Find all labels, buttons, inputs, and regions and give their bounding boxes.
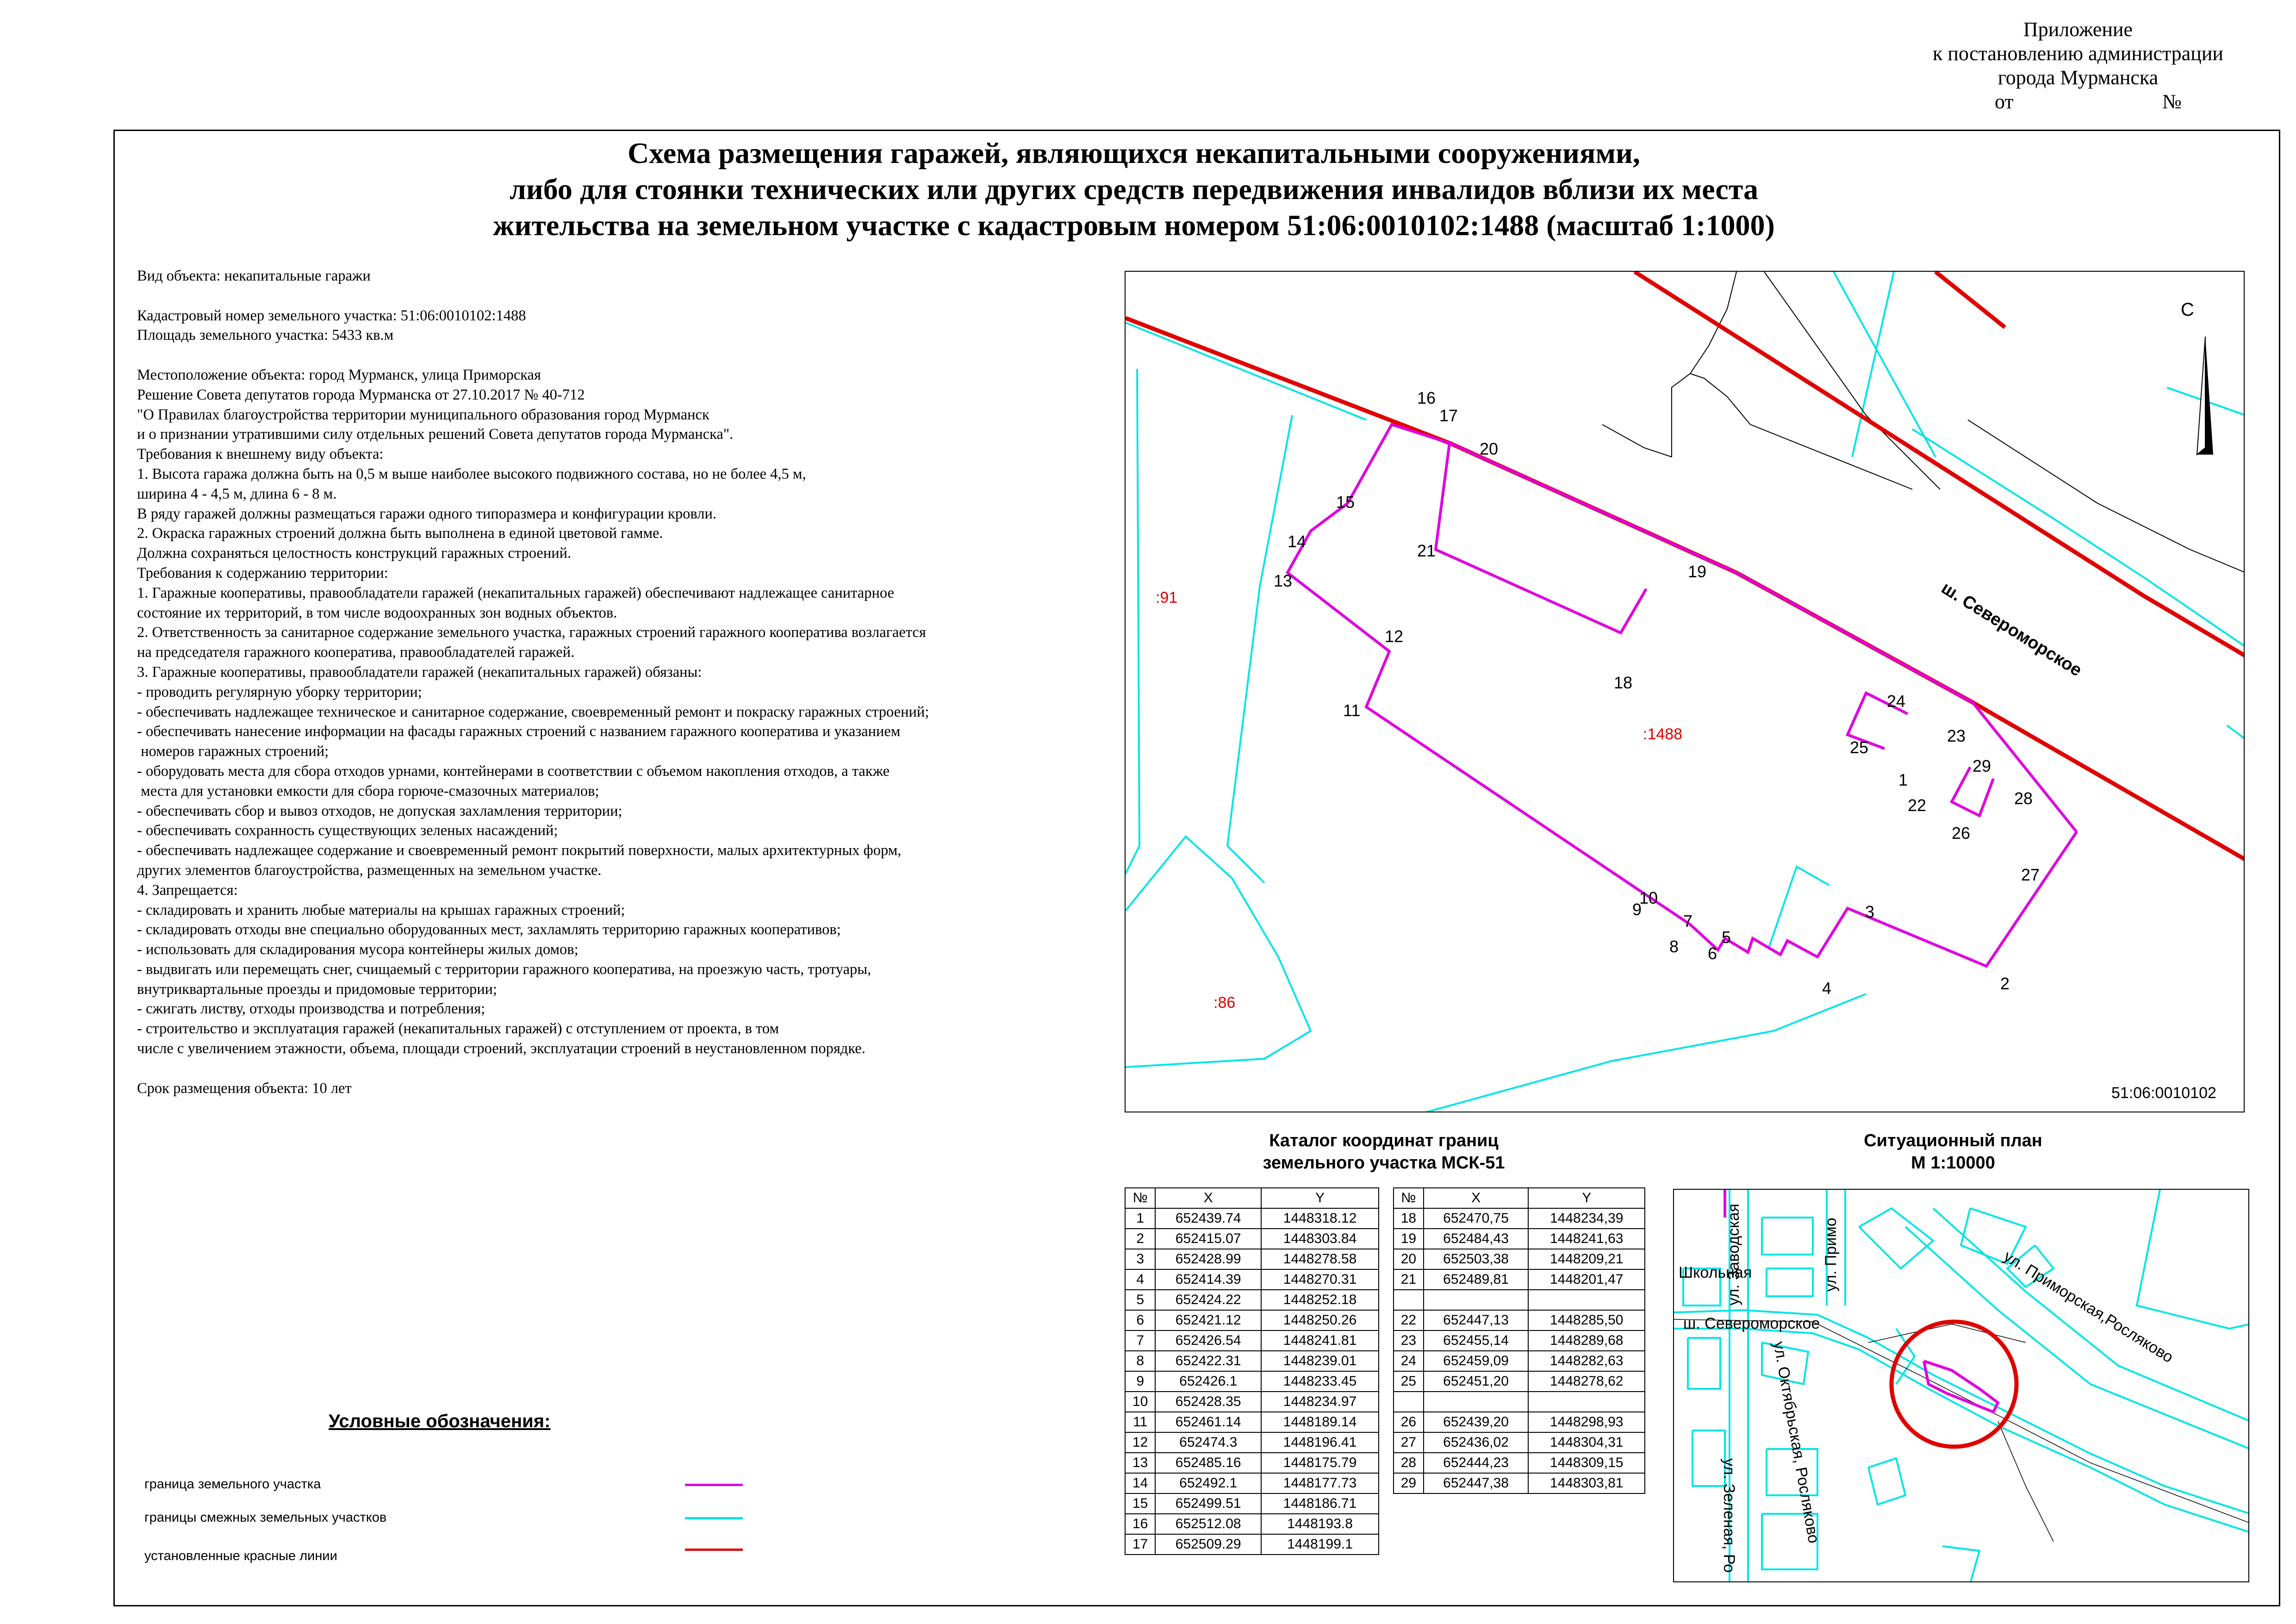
coordinate-table-left-header <box>1125 1188 1379 1208</box>
table-row <box>1394 1453 1645 1473</box>
neighbor-boundary-east-strip-2 <box>2227 725 2245 739</box>
point-label-15: 15 <box>1336 493 1355 512</box>
table-row <box>1394 1249 1645 1269</box>
table-cell: 1448278,62 <box>1528 1371 1645 1392</box>
table-row <box>1125 1392 1379 1412</box>
coordinate-table-left <box>1125 1187 1379 1555</box>
table-cell: 1448193.8 <box>1261 1514 1379 1534</box>
parcel-map-canvas <box>1126 272 2245 1112</box>
description-line: - оборудовать места для сбора отходов урнами, контейнерами в соответствии с объемом накопления отходов, а также <box>137 762 890 780</box>
neighbor-boundary-north-east-2 <box>1852 272 1894 457</box>
description-line: Местоположение объекта: город Мурманск, улица Приморская <box>137 366 541 383</box>
description-line: на председателя гаражного кооператива, правообладателей гаражей. <box>137 644 575 661</box>
situation-plan-title <box>1791 1130 2115 1174</box>
table-cell: 29 <box>1394 1473 1424 1493</box>
neighbor-boundary-86 <box>1126 837 1311 1067</box>
table-cell: 652485.16 <box>1155 1453 1261 1473</box>
sit-black-road-2 <box>1868 1324 2026 1343</box>
parcel-boundary <box>1288 425 2077 966</box>
column-header: Y <box>1261 1188 1379 1208</box>
table-row <box>1394 1229 1645 1249</box>
table-cell: 8 <box>1125 1351 1155 1371</box>
table-cell: 13 <box>1125 1453 1155 1473</box>
point-label-10: 10 <box>1639 888 1658 907</box>
road-edge-south <box>1602 374 1750 457</box>
description-line: - обеспечивать надлежащее содержание и своевременный ремонт покрытий поверхности, малых архитектурных форм, <box>137 842 902 859</box>
table-cell: 4 <box>1125 1269 1155 1290</box>
neighbor-boundary-east-road <box>1912 429 2245 647</box>
table-cell: 1448241,63 <box>1528 1229 1645 1249</box>
table-cell: 1448199.1 <box>1261 1534 1379 1555</box>
title-line-3: жительства на земельном участке с кадастровым номером 51:06:0010102:1488 (масштаб 1:1000) <box>493 209 1775 242</box>
location-marker-circle <box>1892 1322 2016 1447</box>
point-label-8: 8 <box>1669 937 1679 956</box>
table-row <box>1394 1412 1645 1432</box>
description-line: 2. Ответственность за санитарное содержание земельного участка, гаражных строений гаражного кооператива возлагается <box>137 624 926 641</box>
point-label-24: 24 <box>1887 692 1906 711</box>
description-line: места для установки емкости для сбора горюче-смазочных материалов; <box>137 782 599 800</box>
description-line: ширина 4 - 4,5 м, длина 6 - 8 м. <box>137 485 337 502</box>
table-cell <box>1394 1392 1424 1412</box>
table-cell: 1448234.97 <box>1261 1392 1379 1412</box>
sit-label-primo: ул. Примо <box>1822 1218 1840 1292</box>
table-cell: 652474.3 <box>1155 1432 1261 1453</box>
table-cell: 23 <box>1394 1330 1424 1351</box>
legend-label-neighbors: границы смежных земельных участков <box>144 1510 387 1525</box>
description-line <box>137 286 1109 306</box>
column-header: Y <box>1528 1188 1645 1208</box>
table-cell: 652455,14 <box>1424 1330 1529 1351</box>
description-line: В ряду гаражей должны размещаться гаражи одного типоразмера и конфигурации кровли. <box>137 505 716 522</box>
point-label-6: 6 <box>1708 944 1717 963</box>
table-cell: 652509.29 <box>1155 1534 1261 1555</box>
table-cell: 652426.1 <box>1155 1371 1261 1392</box>
table-row <box>1125 1330 1379 1351</box>
table-cell: 24 <box>1394 1351 1424 1371</box>
table-row <box>1394 1371 1645 1392</box>
description-line: Срок размещения объекта: 10 лет <box>137 1080 352 1097</box>
table-cell: 652447,13 <box>1424 1310 1529 1330</box>
parcel-point-labels <box>1274 388 2040 998</box>
table-cell: 17 <box>1125 1534 1155 1555</box>
description-line: Вид объекта: некапитальные гаражи <box>137 268 371 284</box>
table-cell: 7 <box>1125 1330 1155 1351</box>
point-label-18: 18 <box>1614 673 1633 692</box>
table-cell: 2 <box>1125 1229 1155 1249</box>
table-row <box>1125 1351 1379 1371</box>
description-line: - использовать для складирования мусора контейнеры жилых домов; <box>137 941 579 958</box>
red-lines <box>1126 272 2245 860</box>
table-row <box>1125 1534 1379 1555</box>
table-row <box>1394 1290 1645 1310</box>
table-row <box>1125 1229 1379 1249</box>
table-cell: 652436,02 <box>1424 1432 1529 1453</box>
table-cell: 26 <box>1394 1412 1424 1432</box>
point-label-21: 21 <box>1417 541 1436 560</box>
catalog-title <box>1189 1130 1578 1174</box>
table-cell: 20 <box>1394 1249 1424 1269</box>
sit-block-12 <box>2137 1190 2249 1329</box>
table-row <box>1394 1330 1645 1351</box>
sit-label-severomorskoe: ш. Североморское <box>1683 1315 1820 1332</box>
legend-line-red-lines <box>685 1549 743 1551</box>
table-cell: 1448318.12 <box>1261 1208 1379 1229</box>
description-line: Требования к внешнему виду объекта: <box>137 446 384 463</box>
table-cell: 1448303,81 <box>1528 1473 1645 1493</box>
legend-label-parcel: граница земельного участка <box>144 1477 321 1492</box>
point-label-3: 3 <box>1865 902 1875 921</box>
table-cell: 652421.12 <box>1155 1310 1261 1330</box>
north-arrow-half <box>2197 337 2205 455</box>
description-line: 4. Запрещается: <box>137 881 238 899</box>
point-label-14: 14 <box>1288 532 1307 551</box>
table-cell <box>1424 1392 1529 1412</box>
appendix-line-2: к постановлению администрации <box>1933 42 2223 65</box>
point-label-22: 22 <box>1908 796 1927 815</box>
table-row <box>1394 1310 1645 1330</box>
table-cell: 652439.74 <box>1155 1208 1261 1229</box>
table-cell: 652489,81 <box>1424 1269 1529 1290</box>
sit-block-6 <box>1692 1430 1725 1486</box>
point-label-5: 5 <box>1722 928 1731 947</box>
table-row <box>1394 1392 1645 1412</box>
table-cell: 652439,20 <box>1424 1412 1529 1432</box>
description-line: - выдвигать или перемещать снег, счищаемый с территории гаражного кооператива, на проезжую часть, тротуары, <box>137 961 871 978</box>
description-line: состояние их территорий, в том числе водоохранных зон водных объектов. <box>137 604 617 621</box>
table-cell: 9 <box>1125 1371 1155 1392</box>
table-row <box>1125 1412 1379 1432</box>
neighbor-label-86: :86 <box>1213 994 1236 1012</box>
description-line: - обеспечивать нанесение информации на фасады гаражных строений с названием гаражного кооператива и указанием <box>137 723 901 740</box>
column-header: № <box>1125 1188 1155 1208</box>
point-label-9: 9 <box>1632 900 1642 919</box>
table-cell: 652426.54 <box>1155 1330 1261 1351</box>
table-cell: 1448298,93 <box>1528 1412 1645 1432</box>
north-label: С <box>2181 300 2194 320</box>
legend-line-parcel <box>685 1484 743 1486</box>
description-line: числе с увеличением этажности, объема, площади строений, эксплуатации строений в неустановленном порядке. <box>137 1040 865 1057</box>
description-line: 1. Гаражные кооперативы, правообладатели гаражей (некапитальных гаражей) обеспечивают надлежащее санитарное <box>137 584 894 601</box>
table-cell <box>1424 1290 1529 1310</box>
table-cell: 1448241.81 <box>1261 1330 1379 1351</box>
description-line: Должна сохраняться целостность конструкций гаражных строений. <box>137 545 572 562</box>
table-row <box>1125 1473 1379 1493</box>
point-label-28: 28 <box>2014 789 2033 808</box>
table-cell: 3 <box>1125 1249 1155 1269</box>
legend-line-neighbors <box>685 1517 743 1519</box>
appendix-line-1: Приложение <box>2023 18 2133 41</box>
neighbor-boundaries <box>1126 272 2245 1112</box>
table-cell: 652451,20 <box>1424 1371 1529 1392</box>
appendix-line-3: города Мурманска <box>1997 66 2159 89</box>
table-cell: 652512.08 <box>1155 1514 1261 1534</box>
table-cell: 1448209,21 <box>1528 1249 1645 1269</box>
description-line: и о признании утратившими силу отдельных решений Совета депутатов города Мурманска". <box>137 426 734 443</box>
description-line: - сжигать листву, отходы производства и потребления; <box>137 1000 485 1018</box>
parcel-outline <box>1288 425 2077 966</box>
table-cell: 1448175.79 <box>1261 1453 1379 1473</box>
point-label-17: 17 <box>1439 406 1458 425</box>
table-cell: 652459,09 <box>1424 1351 1529 1371</box>
description-line: 2. Окраска гаражных строений должна быть выполнена в единой цветовой гамме. <box>137 525 663 542</box>
description-line <box>137 1059 1109 1079</box>
sit-block-14 <box>1942 1546 1979 1582</box>
description-line: "О Правилах благоустройства территории муниципального образования город Мурманск <box>137 406 709 423</box>
table-cell <box>1394 1290 1424 1310</box>
description-line: - обеспечивать сохранность существующих зеленых насаждений; <box>137 822 558 839</box>
description-line: Требования к содержанию территории: <box>137 564 388 581</box>
sit-label-oktyabrskaya: ул. Октябрьская, Росляково <box>1770 1340 1823 1545</box>
catalog-title-line-2: земельного участка МСК-51 <box>1263 1153 1505 1173</box>
red-line-north <box>1635 272 2245 656</box>
sit-label-primorskaya: ул. Приморская,Росляково <box>2000 1247 2177 1367</box>
situation-cyan-boundaries <box>1674 1190 2249 1582</box>
description-line: - строительство и эксплуатация гаражей (некапитальных гаражей) с отступлением от проекта, в том <box>137 1020 779 1037</box>
road-edges <box>1602 272 2245 573</box>
sit-label-shkolnaya: Школьная <box>1679 1264 1752 1281</box>
situation-title-line-2: М 1:10000 <box>1911 1153 1995 1173</box>
table-cell: 1448309,15 <box>1528 1453 1645 1473</box>
table-cell: 652503,38 <box>1424 1249 1529 1269</box>
title-line-1: Схема размещения гаражей, являющихся некапитальными сооружениями, <box>628 137 1640 169</box>
table-row <box>1394 1208 1645 1229</box>
table-row <box>1125 1310 1379 1330</box>
table-cell: 652414.39 <box>1155 1269 1261 1290</box>
table-row <box>1394 1432 1645 1453</box>
sit-block-1 <box>1762 1218 1813 1255</box>
sit-label-zelenaya: ул. Зеленая, Ро <box>1720 1458 1738 1573</box>
table-cell: 1448234,39 <box>1528 1208 1645 1229</box>
point-label-25: 25 <box>1850 738 1869 757</box>
table-cell: 652415.07 <box>1155 1229 1261 1249</box>
table-cell: 652484,43 <box>1424 1229 1529 1249</box>
point-label-13: 13 <box>1274 571 1293 590</box>
table-cell: 14 <box>1125 1473 1155 1493</box>
table-cell: 11 <box>1125 1412 1155 1432</box>
table-row <box>1125 1371 1379 1392</box>
table-cell: 652447,38 <box>1424 1473 1529 1493</box>
table-row <box>1125 1290 1379 1310</box>
table-cell: 652428.35 <box>1155 1392 1261 1412</box>
neighbor-label-91: :91 <box>1156 589 1178 606</box>
red-line-south <box>1126 318 2245 860</box>
sit-block-13 <box>1868 1458 1905 1505</box>
table-cell: 652444,23 <box>1424 1453 1529 1473</box>
table-cell: 1448196.41 <box>1261 1432 1379 1453</box>
table-row <box>1394 1473 1645 1493</box>
table-cell: 19 <box>1394 1229 1424 1249</box>
table-cell: 27 <box>1394 1432 1424 1453</box>
object-description <box>137 266 1109 1098</box>
table-cell: 5 <box>1125 1290 1155 1310</box>
neighbor-boundary-west <box>1126 323 1366 420</box>
situation-plan-canvas <box>1674 1190 2249 1582</box>
table-cell: 1448252.18 <box>1261 1290 1379 1310</box>
description-line: - обеспечивать сбор и вывоз отходов, не допуская захламления территории; <box>137 802 622 819</box>
table-cell: 1448186.71 <box>1261 1493 1379 1514</box>
appendix-number-label: № <box>2162 90 2182 113</box>
sit-road-north-edge <box>1674 1310 2249 1514</box>
table-cell: 1448282,63 <box>1528 1351 1645 1371</box>
table-cell: 10 <box>1125 1392 1155 1412</box>
point-label-29: 29 <box>1972 756 1991 775</box>
coordinate-table-right-header <box>1394 1188 1645 1208</box>
point-label-2: 2 <box>2000 974 2010 993</box>
table-cell: 1448201,47 <box>1528 1269 1645 1290</box>
sit-diagonal-street <box>1905 1227 2249 1449</box>
situation-plan-map <box>1673 1189 2249 1582</box>
table-cell: 1448250.26 <box>1261 1310 1379 1330</box>
table-cell: 1448177.73 <box>1261 1473 1379 1493</box>
table-cell: 1448285,50 <box>1528 1310 1645 1330</box>
table-cell: 12 <box>1125 1432 1155 1453</box>
table-row <box>1125 1432 1379 1453</box>
block-label: 51:06:0010102 <box>2111 1084 2216 1102</box>
table-cell: 652424.22 <box>1155 1290 1261 1310</box>
table-cell: 1448270.31 <box>1261 1269 1379 1290</box>
table-cell: 18 <box>1394 1208 1424 1229</box>
sit-block-9 <box>1859 1208 1933 1268</box>
sit-label-zavodskaya: ул. Заводская <box>1725 1203 1742 1305</box>
point-label-23: 23 <box>1947 726 1966 745</box>
sit-block-2 <box>1767 1268 1813 1296</box>
coordinate-table-right <box>1393 1187 1645 1494</box>
table-row <box>1125 1249 1379 1269</box>
point-label-1: 1 <box>1898 770 1908 789</box>
table-cell: 1448303.84 <box>1261 1229 1379 1249</box>
table-cell: 21 <box>1394 1269 1424 1290</box>
neighbor-boundary-garage-area <box>1769 867 1829 948</box>
description-line <box>137 345 1109 365</box>
table-cell: 1448239.01 <box>1261 1351 1379 1371</box>
table-cell <box>1528 1290 1645 1310</box>
table-cell <box>1528 1392 1645 1412</box>
column-header: № <box>1394 1188 1424 1208</box>
description-line: Кадастровый номер земельного участка: 51:06:0010102:1488 <box>137 307 526 324</box>
description-line: - складировать и хранить любые материалы на крышах гаражных строений; <box>137 901 625 918</box>
title-line-2: либо для стоянки технических или других средств передвижения инвалидов вблизи их места <box>509 173 1759 206</box>
description-line: других элементов благоустройства, размещенных на земельном участке. <box>137 862 602 879</box>
point-label-7: 7 <box>1683 912 1693 931</box>
legend-label-red-lines: установленные красные линии <box>144 1549 337 1563</box>
neighbor-boundary-south <box>1422 994 1866 1112</box>
sit-parcel-outline <box>1924 1361 1998 1412</box>
document-title <box>139 135 2129 244</box>
table-cell: 652422.31 <box>1155 1351 1261 1371</box>
table-cell: 6 <box>1125 1310 1155 1330</box>
description-line: номеров гаражных строений; <box>137 743 329 760</box>
table-row <box>1125 1514 1379 1534</box>
parcel-label: :1488 <box>1643 725 1683 743</box>
catalog-title-line-1: Каталог координат границ <box>1269 1131 1499 1150</box>
sit-block-4 <box>1688 1338 1720 1389</box>
description-line: 3. Гаражные кооперативы, правообладатели гаражей (некапитальных гаражей) обязаны: <box>137 663 702 681</box>
point-label-4: 4 <box>1822 979 1832 998</box>
table-cell: 16 <box>1125 1514 1155 1534</box>
description-line: - обеспечивать надлежащее техническое и санитарное содержание, своевременный ремонт и покраску гаражных строений; <box>137 703 929 720</box>
description-line: внутриквартальные проезды и придомовые территории; <box>137 981 498 998</box>
point-label-11: 11 <box>1343 701 1361 720</box>
column-header: X <box>1155 1188 1261 1208</box>
table-cell: 1448189.14 <box>1261 1412 1379 1432</box>
garage-1 <box>1436 443 1646 633</box>
description-line: Решение Совета депутатов города Мурманска от 27.10.2017 № 40-712 <box>137 386 585 403</box>
point-label-26: 26 <box>1952 824 1971 843</box>
description-line: - складировать отходы вне специально оборудованных мест, захламлять территорию гаражных кооперативов; <box>137 921 841 938</box>
table-cell: 22 <box>1394 1310 1424 1330</box>
red-line-north-edge <box>1935 272 2005 327</box>
table-row <box>1125 1493 1379 1514</box>
description-line: Площадь земельного участка: 5433 кв.м <box>137 327 394 344</box>
table-row <box>1394 1269 1645 1290</box>
table-cell: 25 <box>1394 1371 1424 1392</box>
legend-title: Условные обозначения: <box>329 1411 551 1431</box>
table-row <box>1125 1208 1379 1229</box>
table-cell: 28 <box>1394 1453 1424 1473</box>
table-cell: 652492.1 <box>1155 1473 1261 1493</box>
situation-parcel-marker <box>1725 1190 1998 1412</box>
table-cell: 1448233.45 <box>1261 1371 1379 1392</box>
neighbor-boundary-west-parcel <box>1227 415 1292 883</box>
table-cell: 652470,75 <box>1424 1208 1529 1229</box>
parcel-map <box>1125 271 2245 1112</box>
table-cell: 652499.51 <box>1155 1493 1261 1514</box>
column-header: X <box>1424 1188 1529 1208</box>
table-row <box>1125 1453 1379 1473</box>
table-cell: 1448278.58 <box>1261 1249 1379 1269</box>
point-label-27: 27 <box>2021 865 2040 884</box>
situation-title-line-1: Ситуационный план <box>1864 1131 2042 1150</box>
point-label-12: 12 <box>1385 627 1404 646</box>
table-cell: 652461.14 <box>1155 1412 1261 1432</box>
street-label: ш. Североморское <box>1938 578 2085 681</box>
table-row <box>1394 1351 1645 1371</box>
appendix-header <box>1870 18 2286 114</box>
point-label-16: 16 <box>1417 388 1436 407</box>
table-cell: 15 <box>1125 1493 1155 1514</box>
table-cell: 1 <box>1125 1208 1155 1229</box>
description-line: - проводить регулярную уборку территории; <box>137 683 422 700</box>
description-line: 1. Высота гаража должна быть на 0,5 м выше наиболее высокого подвижного состава, но не более 4,5 м, <box>137 465 806 482</box>
table-cell: 1448304,31 <box>1528 1432 1645 1453</box>
neighbor-boundary-91-outer <box>1126 369 1139 874</box>
point-label-19: 19 <box>1688 562 1707 581</box>
table-row <box>1125 1269 1379 1290</box>
table-cell: 1448289,68 <box>1528 1330 1645 1351</box>
point-label-20: 20 <box>1480 439 1499 458</box>
table-cell: 652428.99 <box>1155 1249 1261 1269</box>
appendix-from-label: от <box>1995 90 2014 113</box>
